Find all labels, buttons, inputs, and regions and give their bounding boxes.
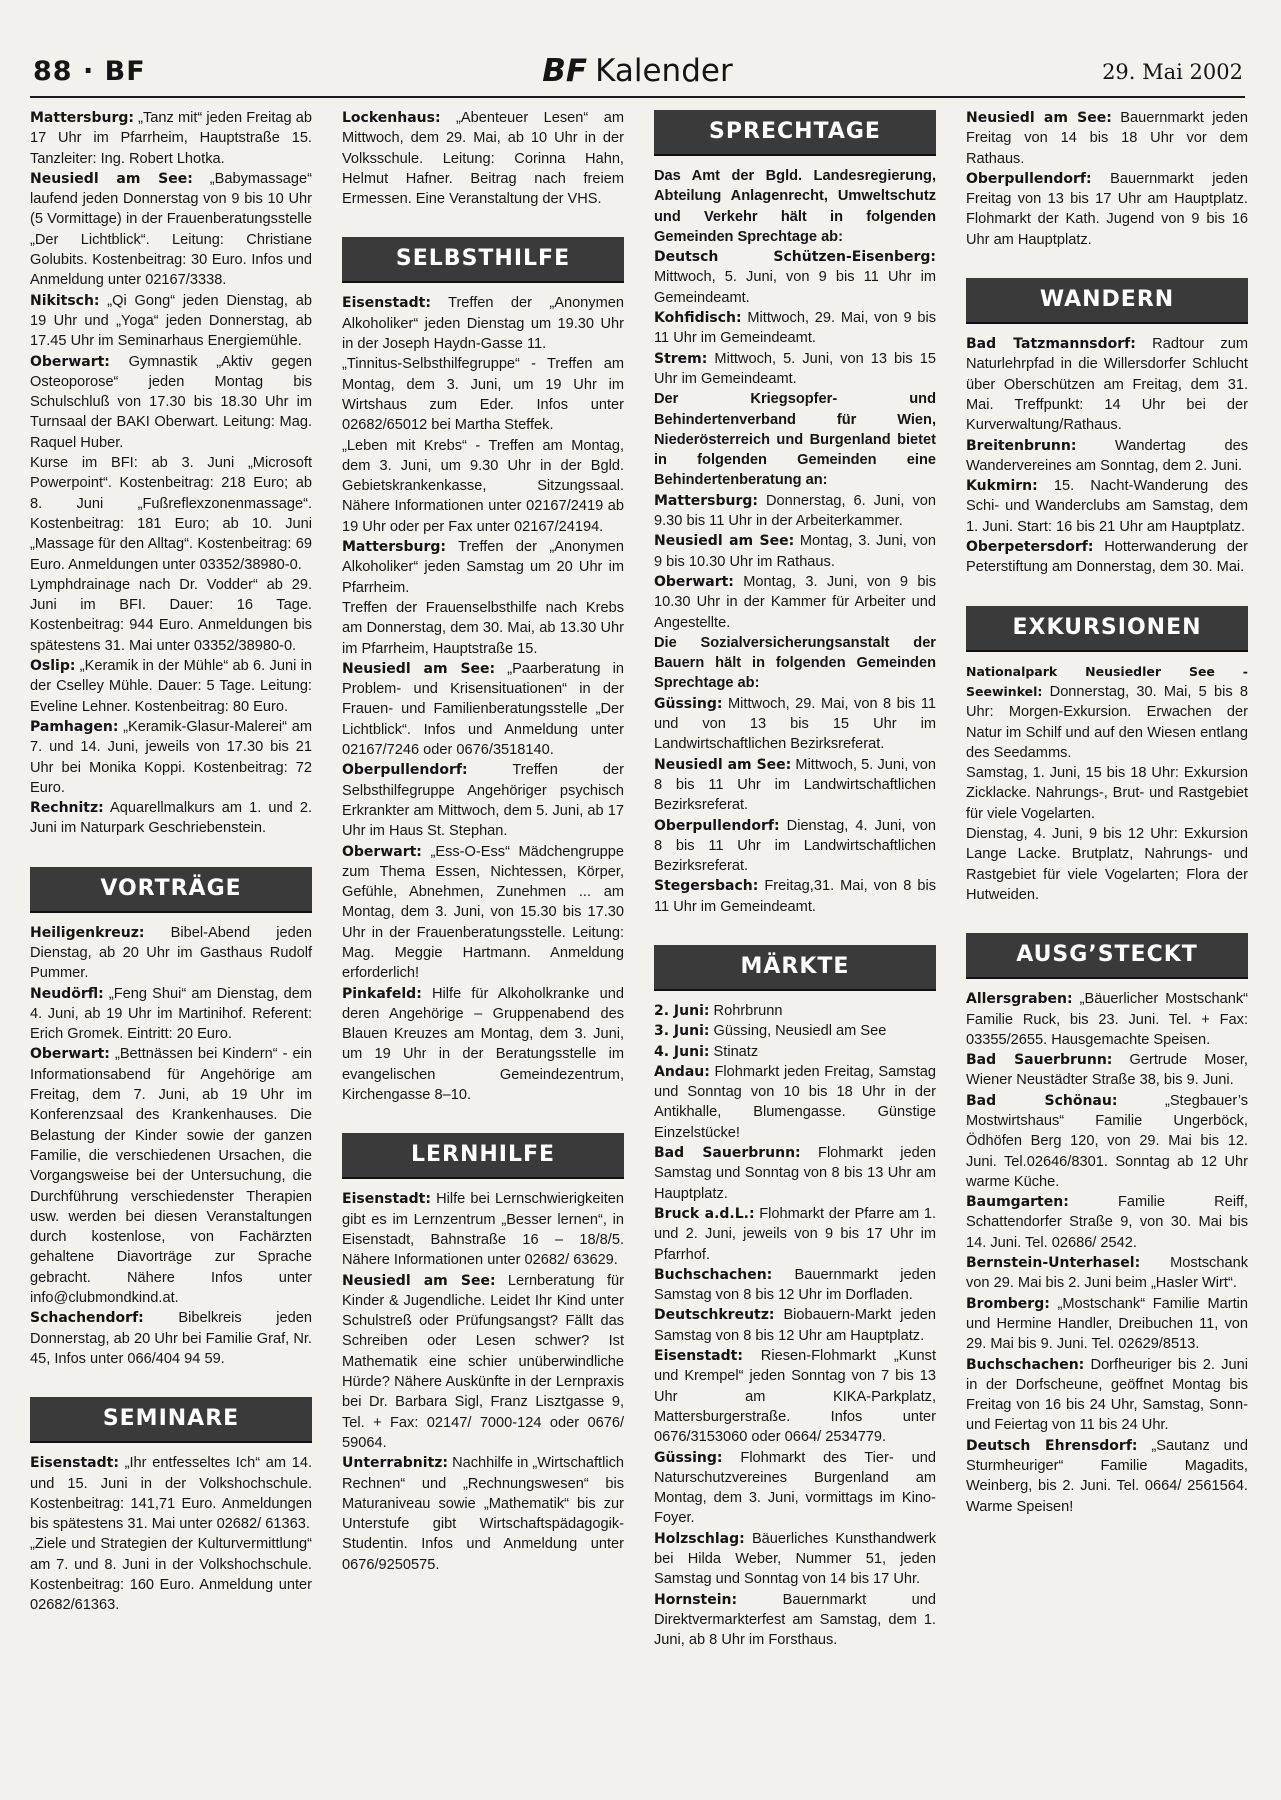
section-header-ausgsteckt: AUSG’STECKT — [966, 933, 1248, 979]
listing-entry — [966, 662, 1248, 763]
listing-entry — [342, 984, 624, 1106]
listing-entry — [966, 1253, 1248, 1294]
entry-text: Bauernmarkt jeden Freitag von 14 bis 18 Uhr vor dem Rathaus. — [966, 110, 1248, 167]
listing-entry — [654, 755, 936, 816]
place-name: Eisenstadt: — [30, 1455, 119, 1472]
entry-text: Riesen-Flohmarkt „Kunst und Krempel“ jeden Sonntag von 7 bis 13 Uhr am KIKA-Parkplatz, Mattersburgerstraße. Infos unter 0676/3153060 oder 0664/ 2534779. — [654, 1348, 936, 1446]
listing-entry — [966, 1050, 1248, 1091]
place-name: Nationalpark Neusiedler See - Seewinkel: — [966, 663, 1248, 699]
listing-entry — [30, 798, 312, 839]
section-header-exkursionen: EXKURSIONEN — [966, 606, 1248, 652]
place-name: Neusiedl am See: — [342, 1272, 496, 1289]
listing-entry — [342, 760, 624, 841]
listing-entry — [966, 1192, 1248, 1253]
entry-text: Montag, 3. Juni, von 9 bis 10.30 Uhr im Rathaus. — [654, 533, 936, 570]
entry-text: „Babymassage“ laufend jeden Donnerstag von 9 bis 10 Uhr (5 Vormittage) in der Frauenberatungsstelle „Der Lichtblick“. Leitung: Christiane Golubits. Kostenbeitrag: 30 Euro. Infos und Anmeldung unter 02167/3338. — [30, 170, 312, 289]
intro-paragraph: Die Sozialversicherungsanstalt der Bauern hält in folgenden Gemeinden Sprechtage ab: — [654, 634, 936, 692]
listing-entry — [342, 659, 624, 760]
place-name: Unterrabnitz: — [342, 1455, 449, 1472]
listing-entry — [30, 717, 312, 798]
entry-text: „Abenteuer Lesen“ am Mittwoch, dem 29. Mai, ab 10 Uhr in der Volksschule. Leitung: Corinna Hahn, Helmut Hafner. Beitrag nach freiem Ermessen. Eine Veranstaltung der VHS. — [342, 110, 624, 208]
intro-paragraph: Der Kriegsopfer- und Behindertenverband für Wien, Niederösterreich und Burgenland bietet in folgenden Gemeinden eine Behindertenberatung an: — [654, 391, 936, 489]
place-name: Bromberg: — [966, 1295, 1050, 1312]
place-name: Neusiedl am See: — [654, 533, 795, 550]
entry-text: „Keramik-Glasur-Malerei“ am 7. und 14. Juni, jeweils von 17.30 bis 21 Uhr bei Monika Koppi. Kostenbeitrag: 72 Euro. — [30, 718, 312, 796]
place-name: Heiligenkreuz: — [30, 924, 145, 941]
date-label: 2. Juni: — [654, 1002, 710, 1019]
listing-entry — [30, 984, 312, 1045]
listing-paragraph: „Ziele und Strategien der Kulturvermittlung“ am 7. und 8. Juni in der Volkshochschule. Kostenbeitrag: 160 Euro. Anmeldung unter 02682/61363. — [30, 1536, 312, 1614]
date-label: 3. Juni: — [654, 1023, 710, 1040]
listing-entry — [654, 1204, 936, 1265]
entry-text: Mittwoch, 29. Mai, von 8 bis 11 und von 13 bis 15 Uhr im Landwirtschaftlichen Bezirksreferat. — [654, 695, 936, 753]
listing-entry — [342, 108, 624, 209]
entry-text: Nachhilfe in „Wirtschaftlich Rechnen“ und „Rechnungswesen“ bis Maturaniveau sowie „Mathematik“ bis zur Unterstufe gibt Wirtschaftspädagogik-Studentin. Infos und Anmeldung unter 0676/9250575. — [342, 1455, 625, 1573]
entry-text: Bauernmarkt und Direktvermarkterfest am Samstag, dem 1. Juni, ab 8 Uhr im Forsthaus. — [654, 1591, 936, 1649]
place-name: Oberwart: — [654, 573, 734, 590]
listing-entry — [654, 1021, 936, 1041]
intro-paragraph: Das Amt der Bgld. Landesregierung, Abteilung Anlagenrecht, Umweltschutz und Verkehr hält in folgenden Gemeinden Sprechtage ab: — [654, 168, 936, 245]
brand-logo: BF — [542, 53, 588, 89]
entry-text: „Stegbauer’s Mostwirtshaus“ Familie Ungerböck, Ödhöfen Berg 120, von 29. Mai bis 12. Juni. Tel.02646/8301. Sonntag ab 12 Uhr warme Küche. — [966, 1092, 1248, 1190]
entry-text: Freitag,31. Mai, von 8 bis 11 Uhr im Gemeindeamt. — [654, 878, 936, 915]
entry-text: Treffen der „Anonymen Alkoholiker“ jeden Dienstag um 19.30 Uhr in der Joseph Haydn-Gasse 11. — [342, 295, 624, 353]
place-name: Oberpullendorf: — [654, 817, 780, 834]
listing-entry — [654, 876, 936, 917]
listing-entry — [966, 108, 1248, 169]
entry-text: Dorfheuriger bis 2. Juni in der Dorfscheune, geöffnet Montag bis Freitag von 16 bis 24 Uhr, Samstag, Sonn- und Feiertag von 11 bis 24 Uhr. — [966, 1356, 1248, 1434]
place-name: Strem: — [654, 350, 708, 367]
listing-entry — [966, 1355, 1248, 1436]
entry-text: Treffen der Selbsthilfegruppe Angehöriger psychisch Erkrankter am Mittwoch, dem 5. Juni, ab 17 Uhr im Haus St. Stephan. — [342, 762, 624, 840]
listing-entry — [966, 1091, 1248, 1192]
listing-entry — [966, 1436, 1248, 1517]
place-name: Güssing: — [654, 695, 723, 712]
entry-text: Biobauern-Markt jeden Samstag von 8 bis 12 Uhr am Hauptplatz. — [654, 1307, 936, 1344]
entry-text: Familie Reiff, Schattendorfer Straße 9, von 30. Mai bis 14. Juni. Tel. 02686/ 2542. — [966, 1194, 1248, 1251]
entry-text: Dienstag, 4. Juni, von 8 bis 11 Uhr im Landwirtschaftlichen Bezirksreferat. — [654, 817, 936, 875]
place-name: Eisenstadt: — [654, 1348, 743, 1365]
entry-text: Montag, 3. Juni, von 9 bis 10.30 Uhr in der Kammer für Arbeiter und Angestellte. — [654, 573, 936, 631]
section-header-maerkte: MÄRKTE — [654, 945, 936, 991]
entry-text: Treffen der „Anonymen Alkoholiker“ jeden Samstag um 20 Uhr im Pfarrheim. — [342, 539, 624, 596]
place-name: Oberwart: — [30, 353, 110, 370]
listing-entry — [654, 1590, 936, 1651]
listing-entry — [342, 1453, 624, 1575]
entry-text: Mittwoch, 29. Mai, von 9 bis 11 Uhr im Gemeindeamt. — [654, 310, 936, 347]
date-label: 4. Juni: — [654, 1043, 710, 1060]
entry-text: „Paarberatung in Problem- und Krisensituationen“ in der Frauen- und Familienberatungsstelle „Der Lichtblick“. Infos und Anmeldung unter 02167/7246 oder 0676/3518140. — [342, 660, 624, 759]
place-name: Bruck a.d.L.: — [654, 1205, 755, 1222]
listing-entry — [966, 537, 1248, 578]
listing-paragraph: Dienstag, 4. Juni, 9 bis 12 Uhr: Exkursion Lange Lacke. Brutplatz, Nahrungs- und Rastgebiet für viele Vogelarten; Flora der Hutweiden. — [966, 826, 1248, 903]
place-name: Pinkafeld: — [342, 985, 422, 1002]
page-title — [30, 53, 1245, 89]
listing-paragraph: Lymphdrainage nach Dr. Vodder“ ab 29. Juni im BFI. Dauer: 16 Tage. Kostenbeitrag: 944 Euro. Anmeldungen bis spätestens 31. Mai unter 03352/38980-0. — [30, 576, 312, 654]
place-name: Buchschachen: — [654, 1266, 773, 1283]
section-header-selbsthilfe: SELBSTHILFE — [342, 237, 624, 283]
listing-entry — [654, 1265, 936, 1306]
entry-text: „Bäuerlicher Mostschank“ Familie Ruck, bis 23. Juni. Tel. + Fax: 03355/2655. Hausgemachte Speisen. — [966, 991, 1248, 1048]
columns — [30, 108, 1248, 1798]
entry-text: „Keramik in der Mühle“ ab 6. Juni in der Cselley Mühle. Dauer: 5 Tage. Leitung: Eveline Lehner. Kostenbeitrag: 80 Euro. — [30, 658, 312, 715]
listing-paragraph: Samstag, 1. Juni, 15 bis 18 Uhr: Exkursion Zicklacke. Nahrungs-, Brut- und Rastgebiet für viele Vogelarten. — [966, 765, 1248, 822]
listing-entry — [966, 989, 1248, 1050]
listing-entry — [342, 537, 624, 598]
entry-text: Güssing, Neusiedl am See — [709, 1023, 887, 1040]
listing-entry — [654, 308, 936, 349]
entry-text: „Qi Gong“ jeden Dienstag, ab 19 Uhr und „Yoga“ jeden Donnerstag, ab 17.45 Uhr im Seminarhaus Energiemühle. — [30, 292, 312, 350]
entry-text: Bauernmarkt jeden Freitag von 13 bis 17 Uhr am Hauptplatz. Flohmarkt der Kath. Jugend von 9 bis 16 Uhr am Hauptplatz. — [966, 170, 1248, 248]
place-name: Schachendorf: — [30, 1310, 144, 1327]
entry-text: Hilfe bei Lernschwierigkeiten gibt es im Lernzentrum „Besser lernen“, in Eisenstadt, Bahnstraße 16 – 18/8/5. Nähere Informationen unter 02682/ 63629. — [342, 1191, 624, 1269]
entry-text: Flohmarkt des Tier- und Naturschutzvereines Burgenland am Montag, dem 3. Juni, vormittags im Kino-Foyer. — [654, 1449, 936, 1527]
place-name: Rechnitz: — [30, 800, 104, 817]
entry-text: Bibelkreis jeden Donnerstag, ab 20 Uhr bei Familie Graf, Nr. 45, Infos unter 066/404 94 59. — [30, 1310, 312, 1367]
section-header-sprechtage: SPRECHTAGE — [654, 110, 936, 156]
entry-text: Gymnastik „Aktiv gegen Osteoporose“ jeden Montag bis Schulschluß von 17.30 bis 18.30 Uhr im Turnsaal der BAKI Oberwart. Leitung: Mag. Raquel Huber. — [30, 353, 312, 451]
entry-text: 15. Nacht-Wanderung des Schi- und Wanderclubs am Samstag, dem 1. Juni. Start: 16 bis 21 Uhr am Hauptplatz. — [966, 478, 1248, 535]
place-name: Baumgarten: — [966, 1194, 1069, 1211]
listing-entry — [654, 247, 936, 308]
listing-entry — [342, 293, 624, 354]
section-header-vortraege: VORTRÄGE — [30, 867, 312, 913]
place-name: Oslip: — [30, 658, 76, 675]
entry-text: Flohmarkt jeden Samstag und Sonntag von 8 bis 13 Uhr am Hauptplatz. — [654, 1145, 936, 1202]
entry-text: Donnerstag, 6. Juni, von 9.30 bis 11 Uhr in der Arbeiterkammer. — [654, 492, 936, 530]
place-name: Mattersburg: — [654, 492, 759, 509]
listing-entry — [966, 436, 1248, 477]
place-name: Oberpetersdorf: — [966, 539, 1094, 556]
place-name: Bad Sauerbrunn: — [966, 1052, 1113, 1069]
listing-entry — [654, 1346, 936, 1447]
listing-entry — [966, 476, 1248, 537]
place-name: Neusiedl am See: — [30, 170, 193, 187]
place-name: Breitenbrunn: — [966, 437, 1077, 454]
listing-entry — [654, 1001, 936, 1021]
listing-paragraph: Treffen der Frauenselbsthilfe nach Krebs am Donnerstag, dem 30. Mai, ab 13.30 Uhr im Pfarrheim, Hauptstraße 15. — [342, 599, 624, 657]
listing-entry — [342, 1189, 624, 1270]
entry-text: Mostschank von 29. Mai bis 2. Juni beim „Hasler Wirt“. — [966, 1255, 1248, 1292]
entry-text: Bäuerliches Kunsthandwerk bei Hilda Weber, Nummer 51, jeden Samstag und Sonntag von 14 bis 17 Uhr. — [654, 1530, 936, 1588]
entry-text: Lernberatung für Kinder & Jugendliche. Leidet Ihr Kind unter Schulstreß oder Prüfungsangst? Fällt das Schreiben oder Lesen schwer? Ist Mathematik eine schier unüberwindliche Hürde? Nähere Auskünfte in der Lernpraxis bei Dr. Barbara Sigl, Franz Lisztgasse 9, Tel. + Fax: 02147/ 7000-124 oder 0676/ 59064. — [342, 1272, 624, 1451]
place-name: Neudörfl: — [30, 985, 104, 1002]
newspaper-page — [30, 50, 1248, 1798]
place-name: Güssing: — [654, 1449, 723, 1466]
entry-text: Bauernmarkt jeden Samstag von 8 bis 12 Uhr im Dorfladen. — [654, 1266, 936, 1304]
listing-entry — [966, 334, 1248, 435]
listing-entry — [30, 108, 312, 169]
place-name: Nikitsch: — [30, 292, 100, 309]
entry-text: Rohrbrunn — [709, 1002, 783, 1019]
place-name: Pamhagen: — [30, 718, 119, 735]
listing-entry — [30, 291, 312, 352]
place-name: Holzschlag: — [654, 1530, 745, 1547]
place-name: Eisenstadt: — [342, 1191, 431, 1208]
section-header-seminare: SEMINARE — [30, 1397, 312, 1443]
place-name: Mattersburg: — [30, 110, 135, 126]
issue-date: 29. Mai 2002 — [1102, 60, 1243, 84]
section-header-wandern: WANDERN — [966, 278, 1248, 324]
listing-entry — [654, 1143, 936, 1204]
listing-entry — [654, 1448, 936, 1529]
place-name: Neusiedl am See: — [654, 756, 792, 773]
entry-text: Bibel-Abend jeden Dienstag, ab 20 Uhr im Gasthaus Rudolf Pummer. — [30, 924, 312, 982]
listing-entry — [654, 1305, 936, 1346]
entry-text: „Sautanz und Sturmheuriger“ Familie Magadits, Weinberg, bis 2. Juni. Tel. 0664/ 2561564. Warme Speisen! — [966, 1437, 1248, 1515]
listing-entry — [30, 1453, 312, 1534]
listing-entry — [342, 842, 624, 984]
listing-entry — [654, 572, 936, 633]
listing-entry — [654, 1042, 936, 1062]
place-name: Deutschkreutz: — [654, 1307, 775, 1324]
entry-text: „Ess-O-Ess“ Mädchengruppe zum Thema Essen, Nichtessen, Körper, Gefühle, Abnehmen, Zunehmen ... am Montag, dem 3. Juni, von 15.30 bis 17.30 Uhr in der Frauenberatungsstelle. Leitung: Mag. Meggie Hartmann. Anmeldung erforderlich! — [342, 843, 624, 982]
section-header-lernhilfe: LERNHILFE — [342, 1133, 624, 1179]
column-1 — [30, 108, 312, 1616]
place-name: Hornstein: — [654, 1591, 738, 1608]
place-name: Neusiedl am See: — [342, 660, 496, 677]
place-name: Andau: — [654, 1063, 710, 1080]
listing-entry — [30, 352, 312, 453]
column-2 — [342, 108, 624, 1575]
entry-text: „Mostschank“ Familie Martin und Hermine Handler, Dreibuchen 11, von 29. Mai bis 9. Juni. Tel. 02629/8513. — [966, 1295, 1248, 1353]
place-name: Lockenhaus: — [342, 110, 441, 126]
place-name: Allersgraben: — [966, 991, 1073, 1008]
place-name: Bad Tatzmannsdorf: — [966, 336, 1136, 353]
listing-entry — [342, 1271, 624, 1454]
entry-text: Radtour zum Naturlehrpfad in die Willersdorfer Schlucht über Oberschützen am Freitag, dem 31. Mai. Treffpunkt: 14 Uhr bei der Kurverwaltung/Rathaus. — [966, 336, 1248, 434]
column-3 — [654, 108, 936, 1650]
entry-text: „Ihr entfesseltes Ich“ am 14. und 15. Juni in der Volkshochschule. Kostenbeitrag: 141,71 Euro. Anmeldungen bis spätestens 31. Mai unter 02682/ 61363. — [30, 1455, 312, 1533]
entry-text: Flohmarkt jeden Freitag, Samstag und Sonntag von 10 bis 18 Uhr in der Antikhalle, Blumengasse. Günstige Einzelstücke! — [654, 1063, 936, 1141]
listing-entry — [30, 169, 312, 291]
place-name: Deutsch Schützen-Eisenberg: — [654, 249, 936, 266]
entry-text: Hotterwanderung der Peterstiftung am Donnerstag, dem 30. Mai. — [966, 539, 1248, 576]
listing-entry — [654, 349, 936, 390]
place-name: Oberwart: — [30, 1046, 110, 1063]
listing-paragraph: Kurse im BFI: ab 3. Juni „Microsoft Powerpoint“. Kostenbeitrag: 218 Euro; ab 8. Juni „Fußreflexzonenmassage“. Kostenbeitrag: 181 Euro; ab 10. Juni „Massage für den Alltag“. Kostenbeitrag: 69 Euro. Anmeldungen unter 03352/38980-0. — [30, 455, 312, 573]
entry-text: Stinatz — [709, 1043, 759, 1060]
section-title: Kalender — [595, 53, 733, 89]
entry-text: Mittwoch, 5. Juni, von 13 bis 15 Uhr im Gemeindeamt. — [654, 350, 936, 387]
place-name: Bernstein-Unterhasel: — [966, 1255, 1141, 1272]
listing-entry — [654, 694, 936, 755]
place-name: Deutsch Ehrensdorf: — [966, 1437, 1138, 1454]
listing-entry — [654, 1062, 936, 1143]
entry-text: „Tanz mit“ jeden Freitag ab 17 Uhr im Pfarrheim, Hauptstraße 15. Tanzleiter: Ing. Robert Lhotka. — [30, 110, 312, 167]
listing-entry — [966, 169, 1248, 250]
entry-text: Wandertag des Wandervereines am Sonntag, dem 2. Juni. — [966, 437, 1248, 474]
place-name: Stegersbach: — [654, 878, 759, 895]
entry-text: „Feng Shui“ am Dienstag, dem 4. Juni, ab 19 Uhr im Martinihof. Referent: Erich Gromek. Eintritt: 20 Euro. — [30, 985, 312, 1043]
place-name: Bad Schönau: — [966, 1092, 1118, 1109]
place-name: Eisenstadt: — [342, 295, 431, 312]
listing-entry — [654, 531, 936, 572]
place-name: Oberpullendorf: — [342, 762, 468, 779]
entry-text: Flohmarkt der Pfarre am 1. und 2. Juni, jeweils von 9 bis 17 Uhr im Pfarrhof. — [654, 1205, 936, 1263]
listing-entry — [30, 656, 312, 717]
place-name: Kohfidisch: — [654, 310, 742, 327]
entry-text: „Bettnässen bei Kindern“ - ein Informationsabend für Angehörige am Freitag, dem 7. Juni, ab 19 Uhr im Konferenzsaal des Krankenhauses. Die Belastung der Kinder sowie der ganzen Familie, die verschiedenen Ursachen, die Vorgangsweise bei der Untersuchung, die Durchführung verschiedenster Therapien usw. werden bei diesen Veranstaltungen durch kostenlose, von Fachärzten gehaltene Diavorträge zur Sprache gebracht. Nähere Infos unter info@clubmondkind.at. — [30, 1046, 312, 1307]
place-name: Bad Sauerbrunn: — [654, 1145, 801, 1162]
entry-text: Hilfe für Alkoholkranke und deren Angehörige – Gruppenabend des Blauen Kreuzes am Montag, dem 3. Juni, um 19 Uhr in der Beratungsstelle im evangelischen Gemeindezentrum, Kirchengasse 8–10. — [342, 985, 624, 1104]
entry-text: Mittwoch, 5. Juni, von 9 bis 11 Uhr im Gemeindeamt. — [654, 269, 936, 306]
listing-entry — [654, 491, 936, 532]
listing-entry — [966, 1294, 1248, 1355]
place-name: Oberpullendorf: — [966, 170, 1092, 187]
column-4 — [966, 108, 1248, 1517]
listing-paragraph: „Leben mit Krebs“ - Treffen am Montag, dem 3. Juni, um 9.30 Uhr in der Bgld. Gebietskrankenkasse, Sitzungssaal. Nähere Informationen unter 02167/2419 ab 19 Uhr oder per Fax unter 02167/24194. — [342, 437, 624, 535]
entry-text: Gertrude Moser, Wiener Neustädter Straße 38, bis 9. Juni. — [966, 1052, 1248, 1089]
listing-entry — [30, 1308, 312, 1369]
place-name: Kukmirn: — [966, 478, 1038, 495]
place-name: Oberwart: — [342, 843, 422, 860]
place-name: Mattersburg: — [342, 539, 447, 556]
place-name: Neusiedl am See: — [966, 110, 1112, 126]
listing-entry — [30, 923, 312, 984]
entry-text: Aquarellmalkurs am 1. und 2. Juni im Naturpark Geschriebenstein. — [30, 800, 312, 837]
listing-paragraph: „Tinnitus-Selbsthilfegruppe“ - Treffen am Montag, dem 3. Juni, um 19 Uhr im Wirtshaus zum Eder. Infos unter 02682/65012 bei Martha Steffek. — [342, 356, 624, 434]
entry-text: Donnerstag, 30. Mai, 5 bis 8 Uhr: Morgen-Exkursion. Erwachen der Natur im Schilf und auf den Wiesen entlang des Seedamms. — [966, 683, 1248, 761]
listing-entry — [30, 1044, 312, 1308]
masthead — [30, 50, 1245, 98]
page-number: 88 · BF — [33, 56, 146, 87]
listing-entry — [654, 1529, 936, 1590]
place-name: Buchschachen: — [966, 1356, 1085, 1373]
listing-entry — [654, 816, 936, 877]
entry-text: Mittwoch, 5. Juni, von 8 bis 11 Uhr im Landwirtschaftlichen Bezirksreferat. — [654, 756, 936, 814]
